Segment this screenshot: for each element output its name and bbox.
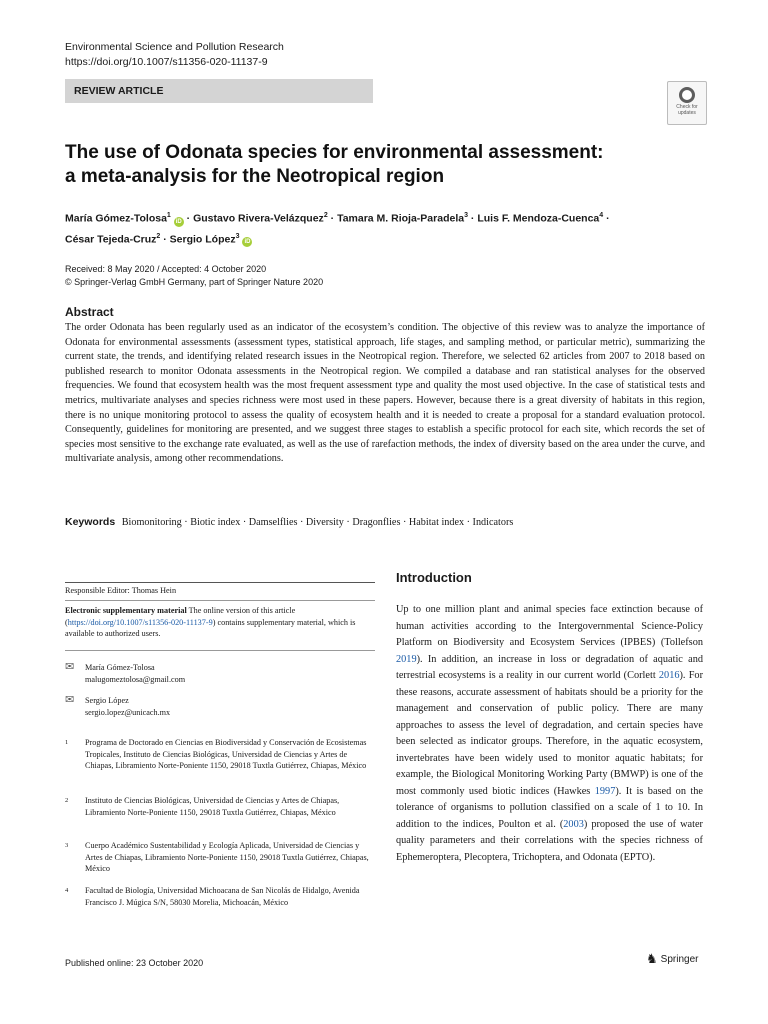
keywords [65, 514, 715, 531]
esm-note [65, 605, 375, 640]
abstract-text: The order Odonata has been regularly used as an indicator of the ecosystem’s condition. The objective of this review was to analyze the importance of Odonata for environmental assessments (assessment types, statistical approach, life stages, and sampling method, or particular metric), summarizing the current state, the trends, and identifying related research issues in the Neotropical region. Therefore, we selected 62 articles from 2007 to 2018 based on published research to monitor Odonata assessments in the Neotropical region. We compiled a database and ran statistical analyses for the observed frequencies. We found that ecosystem health was the most frequent assessment type and quality the most used objective. In the case of statistical tests and metrics, multivariate analyses and species richness were most used in these papers. However, because there is a great diversity of habitats in this region, there is no unique monitoring protocol to assess the quality of ecosystem health and it is needed to create a proposal for a standard evaluation protocol. Consequently, guidelines for monitoring are presented, and we suggest three stages to establish a specific protocol for each site, which records the set of species most sensitive to the exchange rate evaluated, as well as the use of rarefaction methods, the index of diversity based on the area under the curve, and multivariate analysis, among other recommendations. [65, 322, 705, 465]
doi-link[interactable]: https://doi.org/10.1007/s11356-020-11137-9 [65, 56, 268, 68]
check-updates-label: Check for updates [676, 104, 698, 116]
citation-link[interactable]: 2019 [396, 653, 417, 665]
correspondence-entry [65, 662, 375, 686]
abstract-heading: Abstract [65, 305, 114, 319]
title-line-2: a meta-analysis for the Neotropical region [65, 166, 445, 187]
orcid-icon[interactable]: iD [244, 239, 251, 245]
author-aff: 2 [156, 232, 161, 240]
journal-name: Environmental Science and Pollution Research [65, 41, 284, 53]
footnote-divider-3 [65, 650, 375, 651]
envelope-icon: ✉ [65, 661, 75, 673]
esm-link[interactable]: https://doi.org/10.1007/s11356-020-11137-9 [67, 617, 213, 627]
citation-link[interactable]: 2016 [658, 670, 680, 681]
author-aff: 3 [235, 232, 240, 240]
author-name[interactable]: Gustavo Rivera-Velázquez [193, 212, 324, 225]
introduction-text [396, 602, 703, 866]
orcid-icon[interactable]: iD [175, 218, 182, 225]
check-for-updates-badge[interactable] [667, 81, 707, 125]
intro-p4: ). It is based on the tolerance of organisms to pollution classified on a scale of 1 to 10. In addition to the indices, Poulton et al. ( [396, 785, 703, 830]
affiliation-number: 1 [65, 739, 69, 746]
intro-p3: ). For these reasons, accurate assessment of habitats should be a priority for the management and conservation of public policy. There are many approaches to assess the level of degradation, and certain species have been selected as indicator groups. Therefore, in the aquatic ecosystem, invertebrates have been widely used to monitor aquatic habitats; for example, the Biological Monitoring Working Party (BMWP) is one of the most commonly used biotic indices (Hawkes [396, 670, 703, 797]
title-line-1: The use of Odonata species for environmental assessment: [65, 142, 604, 163]
affiliation-text: Facultad de Biología, Universidad Michoacana de San Nicolás de Hidalgo, Avenida Francisco J. Múgica S/N, 58030 Morelia, Michoacán, México [85, 886, 360, 907]
responsible-editor: Responsible Editor: Thomas Hein [65, 586, 177, 595]
footnote-divider [65, 582, 375, 583]
corr-name: Sergio López [85, 696, 129, 705]
envelope-icon: ✉ [65, 694, 75, 706]
author-list [65, 207, 715, 248]
author-name[interactable]: Luis F. Mendoza-Cuenca [477, 212, 600, 225]
published-date: Published online: 23 October 2020 [65, 958, 204, 968]
esm-label: Electronic supplementary material [65, 606, 187, 615]
corr-email[interactable]: malugomeztolosa@gmail.com [85, 674, 186, 684]
received-accepted: Received: 8 May 2020 / Accepted: 4 October 2020 [65, 264, 267, 274]
author-name[interactable]: César Tejeda-Cruz [65, 233, 157, 245]
copyright: © Springer-Verlag GmbH Germany, part of Springer Nature 2020 [65, 277, 324, 287]
article-type-banner [65, 79, 373, 103]
affiliation-number: 2 [65, 797, 69, 804]
publisher-name: Springer [660, 954, 699, 965]
intro-p5: ) proposed the use of water quality parameters and their correlations with the species richness of Ephemeroptera, Plecoptera, Trichoptera, and Odonata (EPTO). [396, 818, 703, 863]
article-dates [65, 263, 323, 289]
article-type-label: REVIEW ARTICLE [74, 85, 164, 97]
journal-header [65, 40, 284, 70]
esm-pre: The online version of this article ( [65, 606, 296, 627]
authors-line-1: María Gómez-Tolosa$^1$ iD · Gustavo Rivera-Velázquez$^2$ · Tamara M. Rioja-Paradela$^3$ · Luis F. Mendoza-Cuenca$^4$ · [65, 212, 610, 225]
springer-horse-icon: ♞ [646, 951, 658, 966]
affiliation-number: 3 [65, 842, 69, 849]
author-aff: 4 [599, 212, 604, 219]
affiliation-text: Cuerpo Académico Sustentabilidad y Ecología Aplicada, Universidad de Ciencias y Artes de Chiapas, Libramiento Norte-Poniente 1150, 29018 Tuxtla Gutiérrez, Chiapas, México [85, 841, 369, 874]
corr-email[interactable]: sergio.lopez@unicach.mx [85, 707, 171, 717]
corr-name: María Gómez-Tolosa [85, 663, 155, 672]
author-aff: 3 [464, 212, 468, 219]
author-name[interactable]: María Gómez-Tolosa [65, 212, 167, 225]
citation-link[interactable]: 1997 [594, 785, 616, 797]
affiliation-text: Programa de Doctorado en Ciencias en Biodiversidad y Conservación de Ecosistemas Tropicales, Instituto de Ciencias Biológicas, Universidad de Ciencias y Artes de Chiapas, Libramiento Norte-Poniente 1150, 29018 Tuxtla Gutiérrez, Chiapas, México [85, 738, 367, 771]
keywords-label: Keywords [65, 516, 116, 528]
introduction-heading: Introduction [396, 570, 472, 585]
citation-link[interactable]: 2003 [563, 818, 584, 830]
author-name[interactable]: Sergio López [169, 233, 236, 245]
author-aff: 2 [323, 212, 328, 219]
intro-p2: ). In addition, an increase in loss or degradation of aquatic and terrestrial ecosystems is a reality in our current world (Corlett [396, 653, 703, 681]
keywords-text: Biomonitoring · Biotic index · Damselflies · Diversity · Dragonflies · Habitat index · Indicators [121, 517, 514, 528]
check-updates-icon [679, 87, 695, 103]
publisher-logo [646, 951, 698, 967]
footnote-divider-2 [65, 600, 375, 601]
author-name[interactable]: Tamara M. Rioja-Paradela [337, 212, 465, 225]
author-aff: 1 [166, 212, 171, 219]
correspondence-entry [65, 695, 375, 719]
affiliation-number: 4 [65, 887, 69, 894]
intro-p1: Up to one million plant and animal species face extinction because of human activities according to the Intergovernmental Science-Policy Platform on Biodiversity and Ecosystem Services (IPBES) (Tollefson [396, 604, 703, 648]
article-title [65, 141, 695, 189]
affiliation-text: Instituto de Ciencias Biológicas, Universidad de Ciencias y Artes de Chiapas, Libramiento Norte-Poniente 1150, 29018 Tuxtla Gutiérrez, Chiapas, México [85, 796, 340, 817]
authors-line-2: César Tejeda-Cruz$^2$ · Sergio López$^3$ iD [65, 232, 251, 245]
esm-post: ) contains supplementary material, which is available to authorized users. [65, 617, 356, 639]
